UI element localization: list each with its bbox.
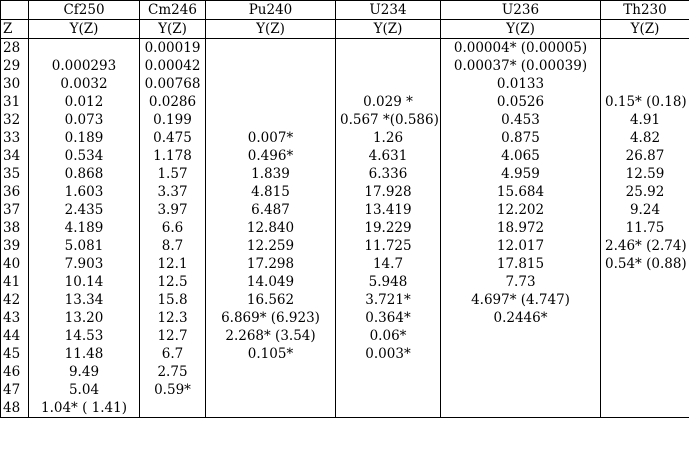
yield-cell: 13.20 — [29, 309, 140, 327]
yield-cell — [441, 345, 601, 363]
yield-cell: 0.029 * — [336, 93, 441, 111]
yield-cell — [601, 57, 689, 75]
yield-cell: 15.8 — [140, 291, 206, 309]
yield-cell — [601, 75, 689, 93]
yield-cell: 1.603 — [29, 183, 140, 201]
yield-cell: 0.000293 — [29, 57, 140, 75]
yield-cell: 1.839 — [206, 165, 336, 183]
yield-cell: 0.012 — [29, 93, 140, 111]
yield-cell — [601, 399, 689, 418]
yield-cell: 0.007* — [206, 129, 336, 147]
yield-cell: 6.336 — [336, 165, 441, 183]
yield-cell: 12.3 — [140, 309, 206, 327]
yield-cell: 2.268* (3.54) — [206, 327, 336, 345]
table-row — [1, 273, 689, 291]
yield-cell: 12.7 — [140, 327, 206, 345]
table-header — [1, 1, 689, 39]
yield-cell: 13.419 — [336, 201, 441, 219]
yield-cell: 18.972 — [441, 219, 601, 237]
z-value-cell: 29 — [1, 57, 29, 75]
z-value-cell: 30 — [1, 75, 29, 93]
table-body — [1, 39, 689, 418]
yield-cell: 2.75 — [140, 363, 206, 381]
yield-cell: 3.37 — [140, 183, 206, 201]
yield-cell — [601, 309, 689, 327]
yield-cell — [601, 381, 689, 399]
table-row — [1, 147, 689, 165]
yield-cell: 25.92 — [601, 183, 689, 201]
yield-cell: 0.00768 — [140, 75, 206, 93]
yield-cell: 13.34 — [29, 291, 140, 309]
yield-cell: 1.04* ( 1.41) — [29, 399, 140, 418]
table-row — [1, 291, 689, 309]
yield-cell: 19.229 — [336, 219, 441, 237]
yield-cell: 4.815 — [206, 183, 336, 201]
isotope-header: Cf250 — [29, 1, 140, 20]
z-value-cell: 46 — [1, 363, 29, 381]
table-row — [1, 309, 689, 327]
yield-cell: 0.105* — [206, 345, 336, 363]
yield-cell — [206, 399, 336, 418]
yield-cell: 14.53 — [29, 327, 140, 345]
isotope-header: U234 — [336, 1, 441, 20]
yield-cell: 4.065 — [441, 147, 601, 165]
table-row — [1, 93, 689, 111]
z-value-cell: 44 — [1, 327, 29, 345]
table-row — [1, 363, 689, 381]
z-value-cell: 36 — [1, 183, 29, 201]
yield-cell: 6.6 — [140, 219, 206, 237]
yield-cell — [336, 381, 441, 399]
yield-cell: 1.178 — [140, 147, 206, 165]
table-row — [1, 75, 689, 93]
yield-cell: 12.5 — [140, 273, 206, 291]
yield-cell: 3.721* — [336, 291, 441, 309]
yield-cell: 15.684 — [441, 183, 601, 201]
table-row — [1, 399, 689, 418]
yield-cell: 16.562 — [206, 291, 336, 309]
yield-cell: 17.298 — [206, 255, 336, 273]
z-value-cell: 32 — [1, 111, 29, 129]
yield-cell: 0.189 — [29, 129, 140, 147]
yield-cell: 12.1 — [140, 255, 206, 273]
yield-cell: 2.435 — [29, 201, 140, 219]
yield-cell: 0.0032 — [29, 75, 140, 93]
yield-cell: 4.959 — [441, 165, 601, 183]
z-value-cell: 33 — [1, 129, 29, 147]
table-row — [1, 237, 689, 255]
yield-cell: 1.26 — [336, 129, 441, 147]
yield-cell — [336, 39, 441, 58]
z-value-cell: 37 — [1, 201, 29, 219]
yield-cell: 0.073 — [29, 111, 140, 129]
yield-cell: 0.875 — [441, 129, 601, 147]
z-value-cell: 39 — [1, 237, 29, 255]
yield-cell: 7.903 — [29, 255, 140, 273]
yield-cell — [206, 111, 336, 129]
yield-cell: 4.631 — [336, 147, 441, 165]
z-header: Z — [1, 20, 29, 39]
z-value-cell: 31 — [1, 93, 29, 111]
yield-cell: 4.82 — [601, 129, 689, 147]
z-value-cell: 40 — [1, 255, 29, 273]
table-row — [1, 201, 689, 219]
isotope-header-row — [1, 1, 689, 20]
yield-cell — [441, 327, 601, 345]
yield-cell: 0.868 — [29, 165, 140, 183]
yield-cell: 0.54* (0.88) — [601, 255, 689, 273]
table-row — [1, 381, 689, 399]
yield-cell — [601, 291, 689, 309]
yield-cell: 3.97 — [140, 201, 206, 219]
yield-cell — [336, 75, 441, 93]
yield-cell: 0.567 *(0.586) — [336, 111, 441, 129]
yield-header: Y(Z) — [140, 20, 206, 39]
z-value-cell: 42 — [1, 291, 29, 309]
table-row — [1, 129, 689, 147]
yield-cell: 12.59 — [601, 165, 689, 183]
yield-cell: 0.00042 — [140, 57, 206, 75]
yield-cell — [601, 39, 689, 58]
yield-cell: 14.049 — [206, 273, 336, 291]
yield-cell — [601, 345, 689, 363]
yield-cell: 12.202 — [441, 201, 601, 219]
yield-cell — [206, 57, 336, 75]
isotope-header: Th230 — [601, 1, 689, 20]
yield-cell: 26.87 — [601, 147, 689, 165]
yield-header: Y(Z) — [441, 20, 601, 39]
yield-cell — [206, 363, 336, 381]
yield-header: Y(Z) — [206, 20, 336, 39]
yield-cell — [336, 399, 441, 418]
yield-cell: 12.259 — [206, 237, 336, 255]
yield-cell: 4.91 — [601, 111, 689, 129]
yield-cell: 0.364* — [336, 309, 441, 327]
z-value-cell: 43 — [1, 309, 29, 327]
yield-cell — [336, 363, 441, 381]
yield-cell: 1.57 — [140, 165, 206, 183]
yield-cell — [206, 93, 336, 111]
corner-cell — [1, 1, 29, 20]
yield-cell — [206, 75, 336, 93]
yield-cell: 14.7 — [336, 255, 441, 273]
yield-cell: 0.453 — [441, 111, 601, 129]
yield-cell: 0.00004* (0.00005) — [441, 39, 601, 58]
yield-cell: 0.199 — [140, 111, 206, 129]
yield-cell: 5.948 — [336, 273, 441, 291]
yield-cell: 12.840 — [206, 219, 336, 237]
yield-header: Y(Z) — [336, 20, 441, 39]
table-row — [1, 327, 689, 345]
yield-cell: 9.49 — [29, 363, 140, 381]
yield-cell: 0.496* — [206, 147, 336, 165]
yield-cell: 9.24 — [601, 201, 689, 219]
yield-header: Y(Z) — [601, 20, 689, 39]
yield-cell: 0.59* — [140, 381, 206, 399]
yield-cell — [601, 273, 689, 291]
yield-cell: 11.75 — [601, 219, 689, 237]
yield-cell: 0.15* (0.18) — [601, 93, 689, 111]
yield-cell — [206, 39, 336, 58]
yield-cell: 5.04 — [29, 381, 140, 399]
yield-cell: 12.017 — [441, 237, 601, 255]
yield-cell: 0.534 — [29, 147, 140, 165]
yield-cell — [336, 57, 441, 75]
isotope-header: Cm246 — [140, 1, 206, 20]
yield-cell: 0.2446* — [441, 309, 601, 327]
yield-cell — [441, 363, 601, 381]
isotope-header: U236 — [441, 1, 601, 20]
yield-cell: 17.815 — [441, 255, 601, 273]
table-row — [1, 183, 689, 201]
yield-cell: 10.14 — [29, 273, 140, 291]
yield-cell — [441, 381, 601, 399]
table-row — [1, 345, 689, 363]
yield-cell: 11.725 — [336, 237, 441, 255]
z-value-cell: 47 — [1, 381, 29, 399]
yield-cell — [441, 399, 601, 418]
yield-header: Y(Z) — [29, 20, 140, 39]
table-row — [1, 165, 689, 183]
yield-cell — [601, 363, 689, 381]
yield-cell: 17.928 — [336, 183, 441, 201]
z-value-cell: 48 — [1, 399, 29, 418]
table-row — [1, 219, 689, 237]
table-row — [1, 57, 689, 75]
yield-cell — [601, 327, 689, 345]
yield-cell: 0.0526 — [441, 93, 601, 111]
yield-cell: 7.73 — [441, 273, 601, 291]
yield-cell: 4.697* (4.747) — [441, 291, 601, 309]
isotope-header: Pu240 — [206, 1, 336, 20]
yield-cell: 0.0133 — [441, 75, 601, 93]
yield-cell — [29, 39, 140, 58]
yield-cell: 6.7 — [140, 345, 206, 363]
yield-cell: 4.189 — [29, 219, 140, 237]
z-value-cell: 45 — [1, 345, 29, 363]
yield-cell — [140, 399, 206, 418]
z-value-cell: 38 — [1, 219, 29, 237]
quantity-header-row — [1, 20, 689, 39]
yield-cell — [206, 381, 336, 399]
yield-cell: 6.487 — [206, 201, 336, 219]
yield-cell: 6.869* (6.923) — [206, 309, 336, 327]
yield-cell: 0.06* — [336, 327, 441, 345]
table-row — [1, 111, 689, 129]
table-row — [1, 255, 689, 273]
yield-cell: 0.475 — [140, 129, 206, 147]
yield-cell: 0.0286 — [140, 93, 206, 111]
yield-cell: 0.003* — [336, 345, 441, 363]
yield-cell: 2.46* (2.74) — [601, 237, 689, 255]
yield-cell: 5.081 — [29, 237, 140, 255]
table-row — [1, 39, 689, 58]
z-value-cell: 34 — [1, 147, 29, 165]
yield-cell: 11.48 — [29, 345, 140, 363]
yield-cell: 0.00037* (0.00039) — [441, 57, 601, 75]
z-value-cell: 41 — [1, 273, 29, 291]
yield-cell: 0.00019 — [140, 39, 206, 58]
yield-cell: 8.7 — [140, 237, 206, 255]
z-value-cell: 35 — [1, 165, 29, 183]
z-value-cell: 28 — [1, 39, 29, 58]
